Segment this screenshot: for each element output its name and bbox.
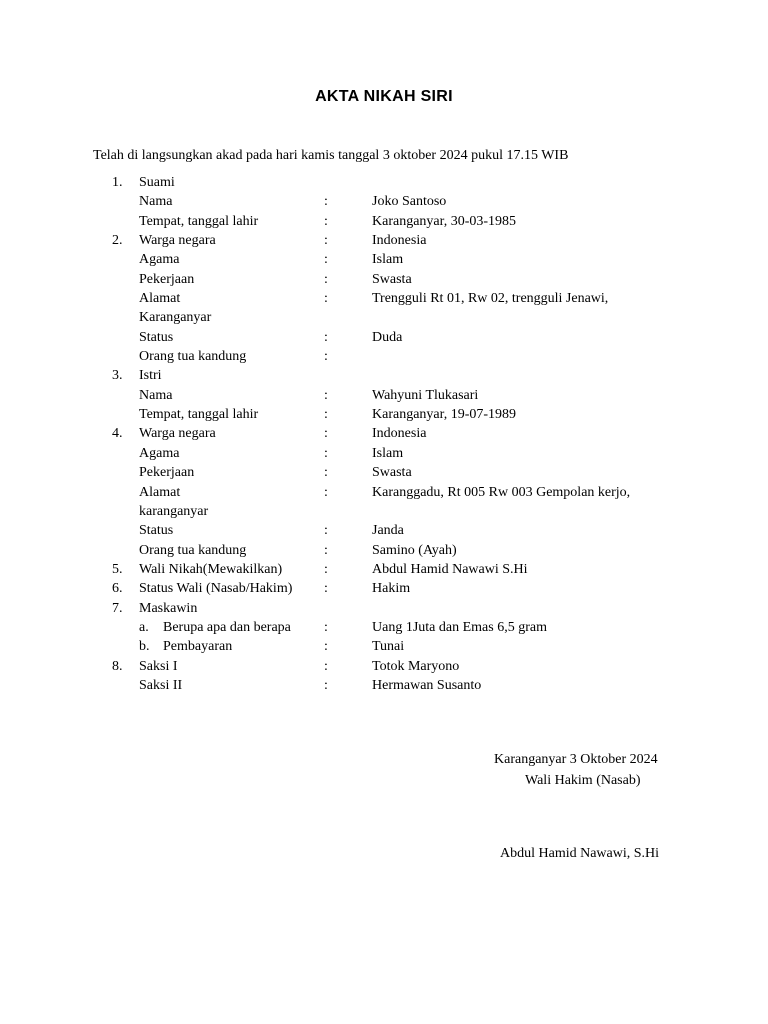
row-label: Berupa apa dan berapa: [163, 619, 291, 635]
detail-row: [0, 289, 768, 308]
row-colon: :: [324, 658, 328, 674]
detail-row: [0, 347, 768, 366]
detail-row: [0, 328, 768, 347]
row-colon: :: [324, 561, 328, 577]
row-value: Abdul Hamid Nawawi S.Hi: [372, 561, 528, 577]
row-sub-letter: b.: [139, 639, 150, 655]
row-value: Uang 1Juta dan Emas 6,5 gram: [372, 619, 547, 635]
detail-row: [0, 231, 768, 250]
signer-name: Abdul Hamid Nawawi, S.Hi: [500, 846, 660, 861]
row-value: Karanganyar, 30-03-1985: [372, 213, 517, 229]
detail-row: [0, 270, 768, 289]
row-number: 1.: [112, 175, 123, 190]
row-number: 2.: [112, 233, 123, 249]
row-colon: :: [324, 484, 328, 500]
row-label: Nama: [139, 387, 173, 403]
detail-row: [0, 405, 768, 424]
row-value: Indonesia: [372, 426, 427, 442]
detail-row: [0, 599, 768, 618]
detail-row: [0, 424, 768, 443]
detail-row: [0, 444, 768, 463]
row-value: Tunai: [372, 639, 405, 655]
detail-row: [0, 250, 768, 269]
row-label: Warga negara: [139, 233, 216, 249]
document-title: AKTA NIKAH SIRI: [315, 88, 453, 105]
row-colon: :: [324, 271, 328, 287]
row-label: Saksi II: [139, 677, 183, 693]
row-colon: :: [324, 426, 328, 442]
row-number: 7.: [112, 600, 123, 616]
place-date: Karanganyar 3 Oktober 2024: [494, 752, 658, 767]
detail-list: [0, 173, 768, 695]
row-label: Pekerjaan: [139, 271, 195, 287]
row-label: Status Wali (Nasab/Hakim): [139, 581, 293, 597]
row-label: Status: [139, 329, 174, 345]
row-number: 6.: [112, 581, 123, 597]
row-label: Tempat, tanggal lahir: [139, 407, 259, 423]
row-value: Joko Santoso: [372, 194, 447, 210]
row-label: Maskawin: [139, 600, 198, 616]
row-value: Trengguli Rt 01, Rw 02, trengguli Jenawi,: [372, 291, 609, 307]
row-value: Karanganyar, 19-07-1989: [372, 407, 517, 423]
row-label: Istri: [139, 368, 162, 384]
row-label: Saksi I: [139, 658, 178, 674]
row-colon: :: [324, 677, 328, 693]
row-label: Agama: [139, 445, 180, 461]
row-label: Orang tua kandung: [139, 349, 247, 365]
detail-row: [0, 560, 768, 579]
row-value: Janda: [372, 523, 404, 539]
detail-row: [0, 366, 768, 385]
row-value: Karanggadu, Rt 005 Rw 003 Gempolan kerjo,: [372, 484, 631, 500]
detail-row: [0, 173, 768, 192]
row-label: Karanganyar: [139, 310, 212, 326]
row-label: Alamat: [139, 484, 181, 500]
row-value: Duda: [372, 329, 403, 345]
detail-row: [0, 463, 768, 482]
row-label: Pekerjaan: [139, 465, 195, 481]
wali-label: Wali Hakim (Nasab): [525, 773, 641, 788]
row-colon: :: [324, 619, 328, 635]
detail-row: [0, 541, 768, 560]
row-number: 5.: [112, 561, 123, 577]
row-value: Indonesia: [372, 233, 427, 249]
row-colon: :: [324, 291, 328, 307]
row-value: Islam: [372, 445, 404, 461]
row-colon: :: [324, 639, 328, 655]
row-label: Agama: [139, 252, 180, 268]
row-colon: :: [324, 329, 328, 345]
row-colon: :: [324, 581, 328, 597]
detail-row: [0, 212, 768, 231]
row-number: 3.: [112, 368, 123, 384]
row-value: Totok Maryono: [372, 658, 460, 674]
row-colon: :: [324, 407, 328, 423]
row-label: Suami: [139, 175, 175, 190]
row-label: Nama: [139, 194, 173, 210]
row-value: Samino (Ayah): [372, 542, 457, 558]
row-label: Status: [139, 523, 174, 539]
detail-row: [0, 308, 768, 327]
row-value: Wahyuni Tlukasari: [372, 387, 479, 403]
detail-row: [0, 637, 768, 656]
row-colon: :: [324, 194, 328, 210]
row-value: Swasta: [372, 465, 412, 481]
detail-row: [0, 502, 768, 521]
row-label: karanganyar: [139, 503, 209, 519]
row-number: 4.: [112, 426, 123, 442]
row-colon: :: [324, 233, 328, 249]
row-colon: :: [324, 213, 328, 229]
row-colon: :: [324, 523, 328, 539]
row-colon: :: [324, 349, 328, 365]
row-colon: :: [324, 387, 328, 403]
row-value: Swasta: [372, 271, 412, 287]
row-colon: :: [324, 252, 328, 268]
row-label: Wali Nikah(Mewakilkan): [139, 561, 283, 577]
row-value: Hakim: [372, 581, 411, 597]
row-colon: :: [324, 542, 328, 558]
row-label: Alamat: [139, 291, 181, 307]
detail-row: [0, 579, 768, 598]
row-colon: :: [324, 445, 328, 461]
row-label: Orang tua kandung: [139, 542, 247, 558]
row-value: Islam: [372, 252, 404, 268]
row-value: Hermawan Susanto: [372, 677, 482, 693]
detail-row: [0, 657, 768, 676]
row-number: 8.: [112, 658, 123, 674]
row-sub-letter: a.: [139, 619, 149, 635]
detail-row: [0, 386, 768, 405]
detail-row: [0, 676, 768, 695]
detail-row: [0, 618, 768, 637]
intro-paragraph: Telah di langsungkan akad pada hari kamis tanggal 3 oktober 2024 pukul 17.15 WIB: [93, 148, 569, 163]
detail-row: [0, 192, 768, 211]
row-colon: :: [324, 465, 328, 481]
row-label: Warga negara: [139, 426, 216, 442]
detail-row: [0, 483, 768, 502]
detail-row: [0, 521, 768, 540]
row-label: Pembayaran: [163, 639, 233, 655]
row-label: Tempat, tanggal lahir: [139, 213, 259, 229]
